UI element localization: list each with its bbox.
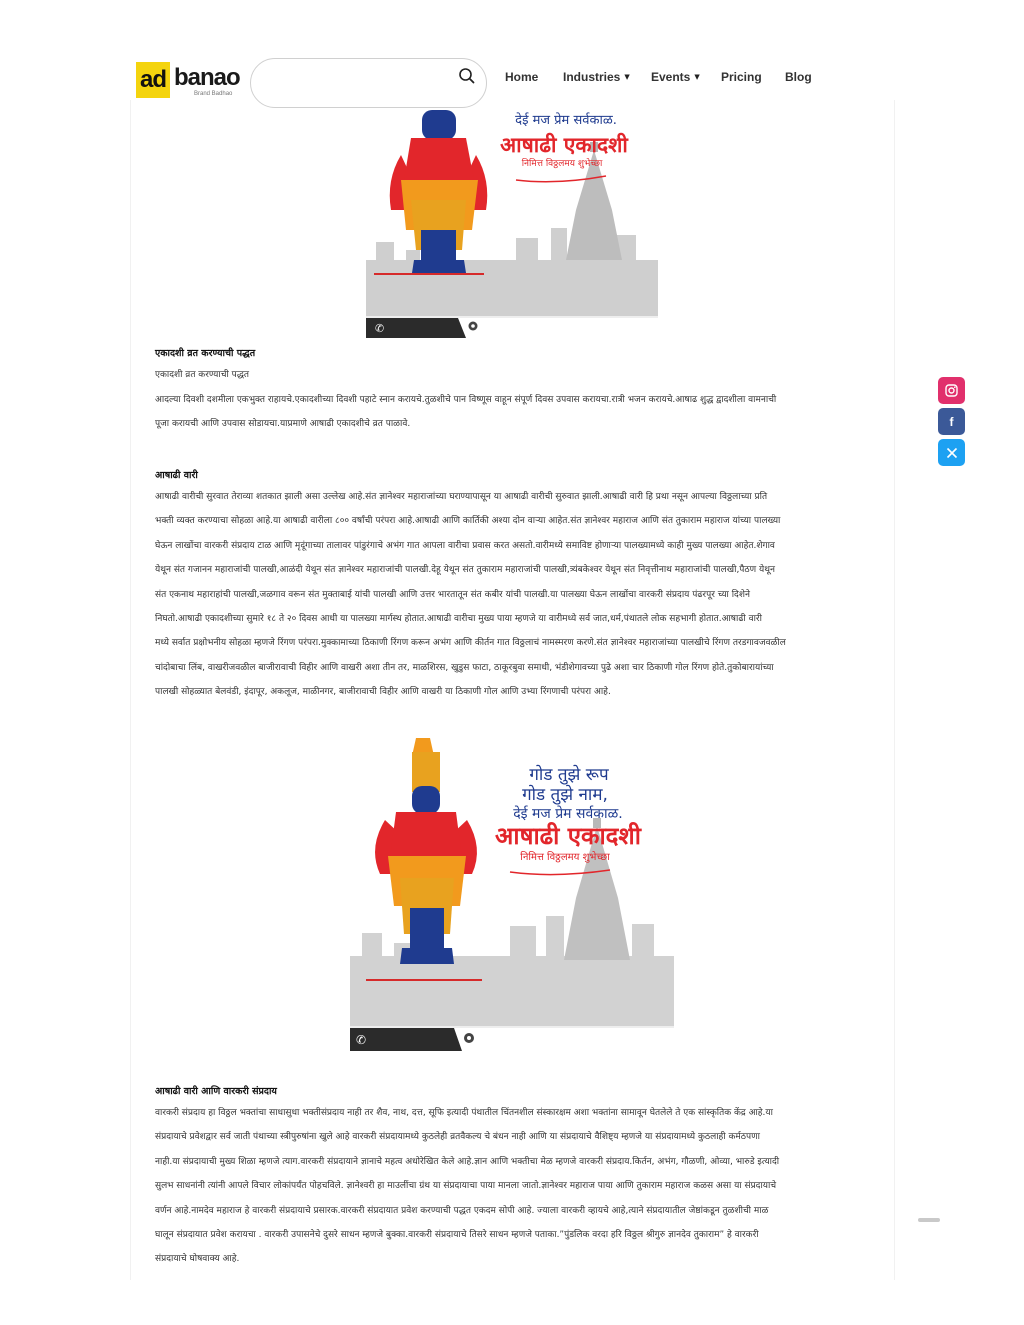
section3-heading: आषाढी वारी आणि वारकरी संप्रदाय <box>155 1086 277 1097</box>
search-input[interactable] <box>269 71 453 97</box>
logo-tagline: Brand Badhao <box>194 91 233 97</box>
paragraph-line: घेऊन लाखोंचा वारकरी संप्रदाय टाळ आणि मृदूंगाच्या तालावर पांडुरंगाचे अभंग गात आपला वारीचा प्रवास करत असतो.वारीमध्ये समाविष्ट होणाऱ्या पालख्यामध्ये काही मुख्य पालख्या आहेत.शेगाव <box>155 540 775 551</box>
paragraph-line: घालून संप्रदायात प्रवेश करायचा . वारकरी उपासनेचे दुसरे साधन म्हणजे बुक्का.वारकरी संप्रदायाचे तिसरे साधन म्हणजे पताका.”पुंडलिक वरदा हरि विठ्ठल श्रीगुरु ज्ञानदेव तुकाराम” हे वारकरी <box>155 1230 759 1241</box>
nav-events[interactable] <box>651 70 700 84</box>
logo-ad: ad <box>136 62 170 98</box>
search-icon[interactable] <box>458 67 476 85</box>
paragraph-line: नाही.या संप्रदायाची मुख्य शिळा म्हणजे त्याग.वारकरी संप्रदायाने ज्ञानाचे महत्व अधोरेखित केले आहे.ज्ञान आणि भक्तीचा मेळ म्हणजे वारकरी संप्रदाय.किर्तन, अभंग, गौळणी, ओव्या, भारुडे इत्यादी <box>155 1156 780 1167</box>
x-twitter-icon[interactable] <box>938 439 965 466</box>
section1-subheading: एकादशी व्रत करण्याची पद्धत <box>155 370 250 380</box>
phone-icon: ✆ <box>356 1033 367 1047</box>
nav-pricing[interactable] <box>721 70 762 84</box>
poster2-line3: देई मज प्रेम सर्वकाळ. <box>513 806 623 822</box>
section2-body <box>155 485 863 705</box>
phone-icon: ✆ <box>375 322 385 335</box>
paragraph-line: भक्ती व्यक्त करण्याचा सोहळा आहे.या आषाढी वारीला ८०० वर्षांची परंपरा आहे.आषाढी आणि कार्तिकी अश्या दोन वाऱ्या आहेत.संत ज्ञानेश्वर महाराज आणि संत तुकाराम महाराज यांच्या पालख्या <box>155 516 781 527</box>
site-header <box>0 0 1024 110</box>
paragraph-line: संप्रदायाचे घोषवाक्य आहे. <box>155 1254 240 1265</box>
poster1-line3: देई मज प्रेम सर्वकाळ. <box>515 113 617 128</box>
chevron-down-icon: ▼ <box>694 73 700 81</box>
poster2-subtitle: निमित्त विठ्ठलमय शुभेच्छा <box>520 852 610 863</box>
poster-image-main <box>350 738 674 1052</box>
poster-image-top <box>366 110 658 340</box>
paragraph-line: संत एकनाथ महाराहांची पालखी,जळगाव वरून संत मुक्ताबाई यांची पालखी आणि उत्तर भारतातून संत कबीर यांची पालखी.या पालख्या घेऊन लाखोंचा वारकरी संप्रदाय पंढरपूर च्या दिशेने <box>155 589 750 600</box>
scroll-indicator[interactable] <box>918 1218 940 1222</box>
site-logo[interactable] <box>136 62 240 98</box>
chevron-down-icon: ▼ <box>624 73 630 81</box>
nav-industries-label[interactable]: Industries <box>563 70 621 84</box>
paragraph-line: आदल्या दिवशी दशमीला एकभुक्त राहायचे.एकादशीच्या दिवशी पहाटे स्नान करायचे.तुळशीचे पान विष्णूस वाहून संपूर्ण दिवस उपवास करायचा.रात्री भजन करायचे.आषाढ शुद्ध द्वादशीला वामनाची <box>155 395 777 405</box>
section3-body <box>155 1101 863 1272</box>
section2-heading: आषाढी वारी <box>155 470 198 481</box>
poster2-title: आषाढी एकादशी <box>495 822 641 850</box>
poster2-line2: गोड तुझे नाम, <box>522 785 608 805</box>
paragraph-line: वर्णन आहे.नामदेव महाराज हे वारकरी संप्रदायाचे प्रसारक.वारकरी संप्रदायात प्रवेश करण्याची पद्धत एकदम सोपी आहे. ज्याला वारकरी व्हायचे आहे,त्याने संप्रदायातील जेष्ठांकडून तुळशीची माळ <box>155 1205 769 1216</box>
social-share-bar <box>938 377 965 470</box>
facebook-icon[interactable]: f <box>938 408 965 435</box>
nav-pricing-label[interactable]: Pricing <box>721 70 762 84</box>
paragraph-line: येथून संत गजानन महाराजांची पालखी,आळंदी येथून संत ज्ञानेश्वर महाराजांची पालखी.देहू येथून संत तुकाराम महाराजांची पालखी,त्र्यंबकेश्वर येथून संत निवृत्तीनाथ महाराजांची पालखी,पैठण येथून <box>155 565 775 576</box>
paragraph-line: चांदोबाचा लिंब, वाखरीजवळील बाजीरावाची विहीर आणि वाखरी अशा तीन तर, माळशिरस, खुडुस फाटा, ठाकूरबुवा समाधी, भंडीशेगावच्या पुढे अशा चार ठिकाणी गोल रिंगण होते.तुकोबारायांच्या <box>155 662 774 673</box>
nav-events-label[interactable]: Events <box>651 70 691 84</box>
paragraph-line: पालखी सोहळ्यात बेलवंडी, इंदापूर, अकलूज, माळीनगर, बाजीरावाची विहीर आणि वाखरी या ठिकाणी गोल आणि उभ्या रिंगणाची परंपरा आहे. <box>155 687 611 698</box>
poster1-title: आषाढी एकादशी <box>500 133 628 157</box>
instagram-icon[interactable] <box>938 377 965 404</box>
poster2-line1: गोड तुझे रूप <box>529 765 609 785</box>
poster1-subtitle: निमित्त विठ्ठलमय शुभेच्छा <box>521 159 603 169</box>
paragraph-line: मध्ये सर्वात प्रक्षोभनीय सोहळा म्हणजे रिंगण परंपरा.मुक्कामाच्या ठिकाणी रिंगण करून अभंग आणि कीर्तन गात विठ्ठलाचं नामस्मरण करणे.संत ज्ञानेश्वर महाराजांच्या पालखीचे रिंगण तरडगावजवळील <box>155 638 786 649</box>
section1-body <box>155 388 863 437</box>
nav-home[interactable] <box>505 70 538 84</box>
paragraph-line: संप्रदायाचे प्रवेशद्वार सर्व जाती पंथाच्या स्त्रीपुरुषांना खुले आहे वारकरी संप्रदायामध्ये कुठलेही व्रतवैकल्य चे बंधन नाही आणि या संप्रदायाचे वैशिष्ट्य म्हणजे या संप्रदायामध्ये कुठलाही कर्मठपणा <box>155 1132 760 1143</box>
paragraph-line: निघतो.आषाढी एकादशीच्या सुमारे १८ ते २० दिवस आधी या पालख्या मार्गस्थ होतात.आषाढी वारीचा मुख्य पाया म्हणजे या वारीमध्ये सर्व जात,धर्म,पंथातले लोक सहभागी होतात.आषाढी वारी <box>155 614 762 625</box>
nav-home-label[interactable]: Home <box>505 70 539 84</box>
section1-heading: एकादशी व्रत करण्याची पद्धत <box>155 348 256 359</box>
search-box <box>250 58 487 108</box>
logo-banao: banao <box>174 64 240 91</box>
paragraph-line: वारकरी संप्रदाय हा विठ्ठल भक्तांचा साधासुधा भक्तीसंप्रदाय नाही तर शैव, नाथ, दत्त, सूफि इत्यादी पंथातील चिंतनशील संस्कारक्षम अशा भक्तांना सामावून घेतलेले ते एक सांस्कृतिक केंद्र आहे.या <box>155 1108 773 1118</box>
paragraph-line: सुलभ साधनांनी त्यांनी आपले विचार लोकांपर्यंत पोहचविले. ज्ञानेश्वरी हा माउलींचा ग्रंथ या संप्रदायाचा पाया मानला जातो.ज्ञानेश्वर महाराज पाया आणि तुकाराम महाराज कळस असा या संप्रदायाचे <box>155 1181 777 1192</box>
nav-blog-label[interactable]: Blog <box>785 70 812 84</box>
nav-industries[interactable] <box>563 70 630 84</box>
paragraph-line: पूजा करायची आणि उपवास सोडायचा.याप्रमाणे आषाढी एकादशीचे व्रत पाळावे. <box>155 419 411 430</box>
nav-blog[interactable] <box>785 70 812 84</box>
paragraph-line: आषाढी वारीची सुरवात तेराव्या शतकात झाली असा उल्लेख आहे.संत ज्ञानेश्वर महाराजांच्या घराण्यापासून या आषाढी वारीची सुरुवात झाली.आषाढी वारी हि प्रथा नसून आपल्या विठ्ठलाच्या प्रति <box>155 492 768 502</box>
